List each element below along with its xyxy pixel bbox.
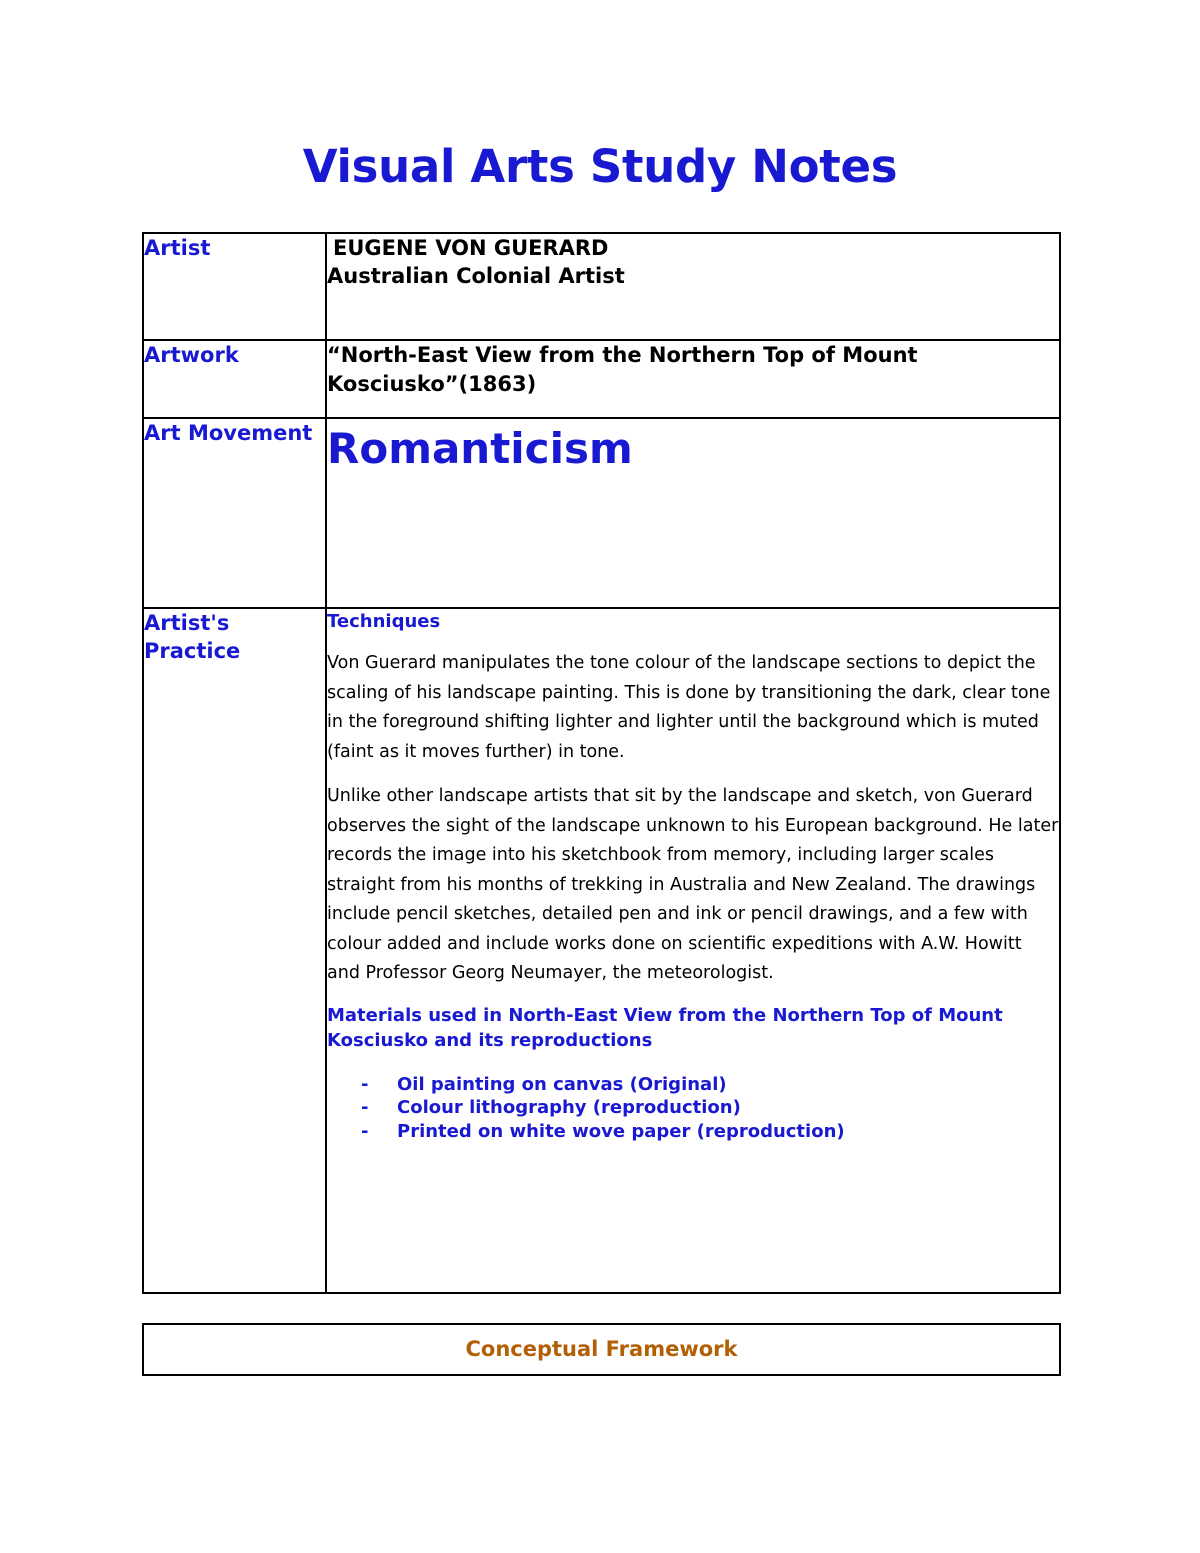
artwork-label: Artwork: [143, 340, 326, 418]
study-notes-table: [142, 232, 1061, 1294]
list-dash: -: [361, 1120, 369, 1142]
list-item-text: Printed on white wove paper (reproduction): [397, 1120, 845, 1142]
page-title: Visual Arts Study Notes: [302, 140, 898, 193]
list-item: [327, 1073, 1059, 1097]
movement-label: Art Movement: [143, 418, 326, 608]
artwork-value-cell: [326, 340, 1060, 418]
list-item: [327, 1120, 1059, 1144]
artist-role: Australian Colonial Artist: [327, 264, 625, 288]
practice-label: Artist's Practice: [143, 608, 326, 1293]
artist-label: Artist: [143, 233, 326, 340]
materials-heading: Materials used in North-East View from the Northern Top of Mount Kosciusko and its reproductions: [327, 1004, 1003, 1051]
movement-row: [143, 418, 1060, 608]
techniques-heading: Techniques: [327, 611, 441, 632]
movement-value-cell: [326, 418, 1060, 608]
list-item-text: Colour lithography (reproduction): [397, 1097, 741, 1118]
artwork-row: [143, 340, 1060, 418]
practice-paragraph: Von Guerard manipulates the tone colour of the landscape sections to depict the scaling of his landscape painting. This is done by transitioning the dark, clear tone in the foreground shifting lighter and lighter until the background which is muted (faint as it moves further) in tone.: [327, 653, 1051, 762]
conceptual-framework-title: Conceptual Framework: [465, 1337, 738, 1361]
artist-name: EUGENE VON GUERARD: [333, 236, 609, 260]
practice-row: [143, 608, 1060, 1293]
list-dash: -: [361, 1097, 369, 1118]
materials-list: [327, 1073, 1059, 1144]
practice-value-cell: [326, 608, 1060, 1293]
conceptual-framework-box: [142, 1323, 1061, 1376]
artist-value-cell: [326, 233, 1060, 340]
practice-paragraph: Unlike other landscape artists that sit by the landscape and sketch, von Guerard observes the sight of the landscape unknown to his European background. He later records the image into his sketchbook from memory, including larger scales straight from his months of trekking in Australia and New Zealand. The drawings include pencil sketches, detailed pen and ink or pencil drawings, and a few with colour added and include works done on scientific expeditions with A.W. Howitt and Professor Georg Neumayer, the meteorologist.: [327, 786, 1059, 983]
list-dash: -: [361, 1073, 369, 1095]
artwork-title: “North-East View from the Northern Top of Mount Kosciusko”(1863): [327, 343, 918, 396]
artist-row: [143, 233, 1060, 340]
movement-value: Romanticism: [327, 424, 633, 473]
list-item-text: Oil painting on canvas (Original): [397, 1073, 727, 1095]
list-item: [327, 1096, 1059, 1120]
